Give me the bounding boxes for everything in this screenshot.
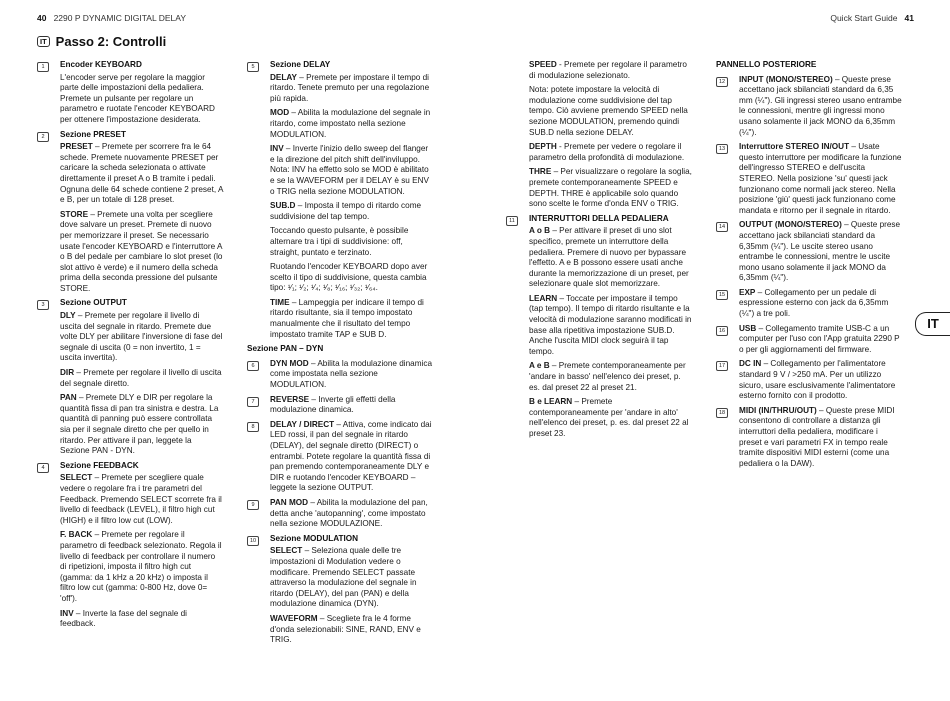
control-term: EXP [739,287,756,297]
control-text: – Premete una volta per scegliere dove salvare un preset. Premete di nuovo per memorizzare il preset. Se necessario usate l'encoder KEYBOARD e l'interruttore A o B del pedale per cambiare lo slot preset (lo slot attivo è verde) e il numero della scheda prima della seconda pressione del pulsante STORE. [60,209,223,293]
callout-number: 16 [716,326,728,336]
control-text: – Premete per scorrere fra le 64 schede. Premete nuovamente PRESET per caricare la scheda selezionata o attivate direttamente il preset A o B tramite i pedali. Ognuna delle 64 schede contiene 2 preset, A e B, per un totale di 128 preset. [60,142,223,205]
control-term: B e LEARN [529,397,573,407]
callout-number: 14 [716,222,728,232]
control-description [529,167,692,209]
control-section [37,298,223,456]
control-section [247,534,433,646]
control-description [270,144,433,197]
control-term: PAN [60,393,77,403]
control-text: Nota: potete impostare la velocità di modulazione come suddivisione del tap tempo. Ciò avviene premendo SPEED nella sezione MODULATION, premendo quindi SUB.D nella sezione DELAY. [529,85,688,137]
control-text: – Premete per regolare il livello di uscita del segnale diretto. [60,368,222,388]
section-heading: Sezione PRESET [60,129,126,139]
column-4 [716,60,902,473]
control-text: – Premete per regolare il parametro di feedback selezionato. Regola il livello di feedback per controllare il numero di ripetizioni, imposta il filtro high cut (gamma: da 1 kHz a 20 kHz) o imposta il filtro low cut (gamma: 0-800 Hz, dove 0= 'off'). [60,530,222,603]
control-text: – Premete per scegliere quale vedere o regolare fra i tre parametri del Feedback. Premendo SELECT scorrete fra il livello di feedback (LEVEL), il filtro high cut (HIGH) e il filtro low cut (LOW). [60,473,222,525]
callout-number: 12 [716,77,728,87]
control-text: – Collegamento per l'alimentatore standard 9 V / >250 mA. Per un utilizzo sicuro, usare esclusivamente l'alimentatore esterno fornito con il prodotto. [739,359,896,401]
control-text: – Inverte l'inizio dello sweep del flanger e la direzione del pitch shift dell'inviluppo. Nota: INV ha effetto solo se MOD è abilitato e se la WAVEFORM per il DELAY è su ENV o TRIG nella sezione MODULATION. [270,144,429,196]
language-tag: IT [37,36,50,47]
control-description [270,614,433,646]
control-section [716,142,902,216]
control-text: – Usate questo interruttore per modificare la funzione dell'ingresso STEREO e dell'uscita STEREO. Nella posizione 'su' questi jack funzionano come normali jack stereo. Nella posizione 'giù' questi jack funzionano come mandata e ritorno per il segnale in ritardo. [739,142,902,215]
control-description [739,406,902,470]
control-text: – Queste prese accettano jack sbilanciati standard da 6,35mm (¼"). Le uscite stereo usano entrambe le connessioni, mentre le uscite mono usano solamente il jack MONO da 6,35mm (¼"). [739,220,901,283]
control-term: DIR [60,368,75,378]
control-description [270,298,433,340]
control-text: – Attiva, come indicato dai LED rossi, il pan del segnale in ritardo (DELAY), del segnale diretto (DIRECT) o entrambi. Potete regolare la quantità fissa di pan premendo contemporaneamente DLY e DIR e ruotando l'encoder KEYBOARD – leggete la sezione OUTPUT. [270,419,432,493]
control-term: WAVEFORM [270,613,318,623]
callout-number: 6 [247,361,259,371]
control-text: – Collegamento tramite USB-C a un computer per l'uso con l'App gratuita 2290 P o per gli aggiornamenti del firmware. [739,323,900,354]
control-term: DELAY / DIRECT [270,419,335,429]
control-description [60,368,223,389]
control-text: – Premete contemporaneamente per 'andare in alto' nell'elenco dei preset, p. es. dal preset 22 al preset 23. [529,397,689,438]
callout-number: 3 [37,300,49,310]
control-section [37,60,223,126]
control-text: – Abilita la modulazione del pan, detta anche 'autopanning', come impostato nella sezione MODULAZIONE. [270,497,428,529]
control-description [739,359,902,401]
callout-number: 8 [247,422,259,432]
section-heading: Sezione PAN – DYN [247,344,324,354]
control-description [60,73,223,126]
control-term: INV [270,144,284,154]
column-2 [247,60,433,650]
control-description [60,311,223,364]
control-section [506,60,692,210]
control-text: – Abilita la modulazione dinamica come impostata nella sezione MODULATION. [270,358,433,390]
section-title [37,34,166,49]
control-term: OUTPUT (MONO/STEREO) [739,220,842,230]
control-description [60,473,223,526]
control-text: – Abilita la modulazione del segnale in ritardo, come impostato nella sezione MODULATION. [270,108,431,139]
control-description [270,546,433,610]
page-number-right: 41 [904,13,914,23]
control-text: Ruotando l'encoder KEYBOARD dopo aver scelto il tipo di suddivisione, questa cambia tipo: ¹⁄₁; ¹⁄₂; ¹⁄₄; ¹⁄₈; ¹⁄₁₆; ¹⁄₃₂; ¹⁄₆₄. [270,262,428,293]
control-description [270,262,433,294]
section-heading: Sezione MODULATION [270,533,359,543]
callout-number: 1 [37,62,49,72]
control-section [716,288,902,320]
guide-title: Quick Start Guide [830,13,898,23]
control-description [529,361,692,393]
control-description [270,359,433,391]
section-heading: Sezione OUTPUT [60,298,127,308]
header-left [37,13,186,23]
control-term: TIME [270,297,290,307]
control-term: STORE [60,209,89,219]
control-description [270,498,433,530]
control-text: - Premete per vedere o regolare il parametro della profondità di modulazione. [529,142,685,162]
callout-number: 2 [37,132,49,142]
control-term: PAN MOD [270,497,309,507]
callout-number: 7 [247,397,259,407]
control-text: – Per visualizzare o regolare la soglia, premete contemporaneamente SPEED e DEPTH. THRE è applicabile solo quando sono scelte le forme d'onda ENV o TRIG. [529,167,692,209]
control-term: DEPTH [529,142,557,152]
language-side-tab: IT [915,312,950,336]
control-term: DELAY [270,72,297,82]
callout-number: 4 [37,463,49,473]
header-right [830,13,914,23]
control-section [716,75,902,139]
control-section [247,60,433,340]
control-term: A o B [529,226,551,236]
control-term: USB [739,323,757,333]
control-term: MOD [270,108,290,118]
control-description [739,142,902,216]
control-description [60,393,223,457]
control-text: – Inverte gli effetti della modulazione dinamica. [270,394,396,415]
control-text: Toccando questo pulsante, è possibile alternare tra i tipi di suddivisione: off, straight, puntato e terzinato. [270,226,409,257]
control-term: DYN MOD [270,358,309,368]
control-description [270,226,433,258]
control-description [739,288,902,320]
control-description [270,73,433,105]
callout-number: 11 [506,216,518,226]
control-text: – Scegliete fra le 4 forme d'onda selezionabili: SINE, RAND, ENV e TRIG. [270,613,421,645]
control-section [247,344,433,355]
control-description [60,609,223,630]
control-description [270,395,433,416]
control-text: – Premete contemporaneamente per 'andare in basso' nell'elenco dei preset, p. es. dal preset 22 al preset 21. [529,361,686,392]
control-description [60,530,223,604]
control-text: – Imposta il tempo di ritardo come suddivisione del tap tempo. [270,201,422,221]
control-term: THRE [529,167,552,177]
control-term: SELECT [60,473,93,483]
control-section [716,324,902,356]
section-heading: Sezione FEEDBACK [60,460,139,470]
control-description [739,324,902,356]
section-heading: Encoder KEYBOARD [60,60,142,69]
control-text: – Collegamento per un pedale di espressione esterno con jack da 6,35mm (¼") a tre poli. [739,287,889,319]
control-text: – Lampeggia per indicare il tempo di ritardo risultante, sia il tempo impostato manualmente che il risultato del tempo impostato tramite TAP e SUB D. [270,297,424,339]
control-term: Interruttore STEREO IN/OUT [739,142,850,152]
control-section [37,130,223,295]
control-term: PRESET [60,142,93,152]
callout-number: 15 [716,290,728,300]
control-description [270,420,433,494]
control-text: – Queste prese accettano jack sbilanciati standard da 6,35 mm (¼"). Gli ingressi stereo usano entrambe le connessioni, mentre gli ingressi mono usano solamente il jack MONO da 6,35mm (¼"). [739,74,902,137]
control-term: SUB.D [270,201,296,211]
section-heading: Sezione DELAY [270,60,331,69]
control-text: – Seleziona quale delle tre impostazioni di Modulation vedere o modificare. Premendo SELECT passate attraverso la modulazione del segnale in ritardo (DELAY), del pan (PAN) e della modulazione dinamica (DYN). [270,546,417,609]
control-text: – Premete DLY e DIR per regolare la quantità fissa di pan tra sinistra e destra. La quantità di panning può essere controllata sia per il segnale diretto che per quello in ritardo. Per attivare il pan, leggete la Sezione PAN - DYN. [60,393,219,456]
control-description [270,108,433,140]
control-section [716,359,902,401]
control-section [716,406,902,470]
control-text: – Premete per impostare il tempo di ritardo. Tenete premuto per una regolazione più rapida. [270,72,430,103]
column-1 [37,60,223,634]
control-term: INV [60,608,74,618]
page-title: Passo 2: Controlli [55,34,167,49]
control-term: LEARN [529,293,558,303]
control-term: DLY [60,311,76,321]
control-text: – Per attivare il preset di uno slot specifico, premete un interruttore della pedaliera. Premere di nuovo per bypassare l'effetto. A e B possono essere usati anche durante la memorizzazione di un preset, per selezionare quale slot memorizzare. [529,226,689,289]
control-section [506,214,692,440]
control-term: MIDI (IN/THRU/OUT) [739,405,817,415]
control-description [739,75,902,139]
callout-number: 13 [716,144,728,154]
control-term: F. BACK [60,530,93,540]
control-term: A e B [529,361,550,371]
control-description [529,294,692,358]
control-text: – Premete per regolare il livello di uscita del segnale in ritardo. Premete due volte DLY per abilitare l'inversione di fase del segnale di uscita (0 = non invertito, 1 = uscita invertita). [60,311,223,363]
control-section [37,461,223,630]
control-text: – Queste prese MIDI consentono di controllare a distanza gli interruttori della pedaliera, modificare i preset e vari parametri FX in tempo reale tramite dispositivi MIDI esterni (come una pedaliera o la DAW). [739,405,895,468]
control-description [60,142,223,206]
control-term: REVERSE [270,394,310,404]
control-term: SELECT [270,546,303,556]
control-description [529,60,692,81]
control-text: L'encoder serve per regolare la maggior parte delle impostazioni della pedaliera. Premete un pulsante per regolare un parametro e ruotate l'encoder KEYBOARD per ottenere l'impostazione desiderata. [60,72,215,124]
callout-number: 17 [716,361,728,371]
control-description [529,142,692,163]
control-term: SPEED [529,60,557,69]
control-section [716,220,902,284]
control-text: – Inverte la fase del segnale di feedback. [60,608,187,629]
control-description [270,201,433,222]
control-description [529,226,692,290]
section-heading: INTERRUTTORI DELLA PEDALIERA [529,213,669,223]
control-description [60,210,223,295]
control-term: INPUT (MONO/STEREO) [739,74,833,84]
callout-number: 18 [716,408,728,418]
control-description [529,397,692,439]
control-section [247,498,433,530]
page-number-left: 40 [37,13,47,23]
control-text: – Toccate per impostare il tempo (tap tempo). Il tempo di ritardo risultante e la velocità di modulazione saranno modificati in base alla ripetitiva impostazione SUB.D. Anche l'uscita MIDI clock seguirà il tap tempo. [529,293,692,356]
control-description [739,220,902,284]
control-text: - Premete per regolare il parametro di modulazione selezionato. [529,60,687,80]
control-term: DC IN [739,359,762,369]
callout-number: 9 [247,500,259,510]
callout-number: 5 [247,62,259,72]
control-section [247,420,433,494]
control-section [247,395,433,416]
control-section [716,60,902,71]
section-heading: PANNELLO POSTERIORE [716,60,817,69]
product-title: 2290 P DYNAMIC DIGITAL DELAY [53,13,186,23]
control-description [529,85,692,138]
callout-number: 10 [247,536,259,546]
control-section [247,359,433,391]
column-3 [506,60,692,444]
